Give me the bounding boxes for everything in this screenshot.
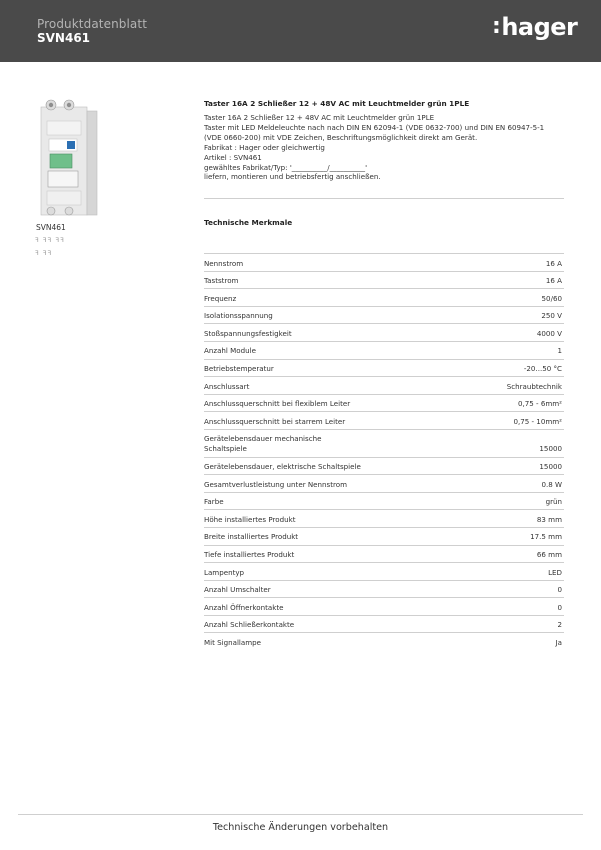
spec-value: 15000 xyxy=(539,462,562,472)
description-line: Taster 16A 2 Schließer 12 + 48V AC mit Leuchtmelder grün 1PLE xyxy=(204,113,435,122)
spec-value: 50/60 xyxy=(541,293,562,303)
spec-value: 66 mm xyxy=(536,550,562,559)
specs-section-title: Technische Merkmale xyxy=(204,218,293,227)
spec-value: Ja xyxy=(555,637,562,647)
footer-note: Technische Änderungen vorbehalten xyxy=(212,822,389,833)
brand-logo-text: hager xyxy=(501,13,578,41)
spec-value: 0.8 W xyxy=(541,479,562,489)
spec-label: Anzahl Module xyxy=(204,346,256,356)
spec-label: Gesamtverlustleistung unter Nennstrom xyxy=(204,479,348,489)
spec-label: Frequenz xyxy=(204,293,237,303)
spec-value: 16 A xyxy=(545,258,562,268)
spec-row xyxy=(204,359,564,377)
brand-logo: :hager xyxy=(492,13,578,41)
spec-row xyxy=(204,288,564,306)
spec-label: Stoßspannungsfestigkeit xyxy=(204,328,292,338)
spec-row xyxy=(204,474,564,492)
spec-row xyxy=(204,306,564,324)
spec-row xyxy=(204,253,564,271)
header-bar xyxy=(0,0,601,62)
spec-row xyxy=(204,597,564,615)
spec-row xyxy=(204,562,564,580)
certification-marks-row-2: ꟻ ꟻꟻ xyxy=(35,249,53,257)
spec-label: Anzahl Öffnerkontakte xyxy=(204,602,284,612)
spec-row xyxy=(204,615,564,633)
spec-label: Taststrom xyxy=(204,276,239,286)
spec-label: Anzahl Umschalter xyxy=(204,585,271,595)
spec-label: Anschlussquerschnitt bei starrem Leiter xyxy=(204,416,346,426)
spec-label: Breite installiertes Produkt xyxy=(204,532,299,542)
spec-label: Isolationsspannung xyxy=(204,311,273,321)
spec-label: Farbe xyxy=(204,497,224,507)
spec-value: 1 xyxy=(557,346,562,356)
description-line: (VDE 0660-200) mit VDE Zeichen, Beschriftungsmöglichkeit direkt am Gerät. xyxy=(204,132,478,142)
footer-divider xyxy=(18,814,583,815)
spec-value: 0,75 - 10mm² xyxy=(513,416,562,426)
spec-value: 0,75 - 6mm² xyxy=(517,399,562,409)
spec-row xyxy=(204,580,564,598)
spec-value: 16 A xyxy=(545,276,562,286)
spec-row xyxy=(204,376,564,394)
description-line: Fabrikat : Hager oder gleichwertig xyxy=(204,142,325,152)
spec-value: 4000 V xyxy=(536,328,562,338)
spec-row xyxy=(204,411,564,429)
spec-label: Tiefe installiertes Produkt xyxy=(204,550,295,559)
description-line: Artikel : SVN461 xyxy=(204,152,262,162)
spec-row xyxy=(204,509,564,527)
spec-row xyxy=(204,492,564,510)
spec-value: 0 xyxy=(557,602,562,612)
spec-label: Anzahl Schließerkontakte xyxy=(204,620,295,630)
spec-label: Gerätelebensdauer mechanische Schaltspiele xyxy=(204,434,322,453)
spec-label: Anschlussquerschnitt bei flexiblem Leiter xyxy=(204,399,351,409)
spec-row xyxy=(204,341,564,359)
spec-label: Anschlussart xyxy=(204,381,250,391)
section-divider xyxy=(204,198,564,199)
spec-value: grün xyxy=(545,497,562,507)
spec-label: Nennstrom xyxy=(204,258,244,268)
description-line: liefern, montieren und betriebsfertig anschließen. xyxy=(204,172,381,182)
spec-label: Betriebstemperatur xyxy=(204,364,274,374)
spec-row xyxy=(204,394,564,412)
spec-row xyxy=(204,632,564,650)
product-description xyxy=(204,113,564,182)
spec-row xyxy=(204,457,564,475)
spec-row xyxy=(204,271,564,289)
description-line: gewähltes Fabrikat/Typ: '__________/__________' xyxy=(204,162,368,172)
spec-row xyxy=(204,323,564,341)
spec-value: 17.5 mm xyxy=(530,532,562,542)
document-type: Produktdatenblatt xyxy=(37,17,147,31)
specs-table xyxy=(204,253,564,650)
description-line: Taster mit LED Meldeleuchte nach nach DIN EN 62094-1 (VDE 0632-700) und DIN EN 60947-5-1 xyxy=(204,122,545,132)
spec-row xyxy=(204,429,564,457)
spec-label: Lampentyp xyxy=(204,567,245,577)
spec-value: 2 xyxy=(557,620,562,630)
spec-value: Schraubtechnik xyxy=(506,381,562,391)
document-code: SVN461 xyxy=(37,31,91,45)
certification-marks-row-1: ꟻ ꟻꟻ ꟻꟻ xyxy=(35,236,65,244)
spec-label: Gerätelebensdauer, elektrische Schaltspiele xyxy=(204,462,361,472)
spec-row xyxy=(204,527,564,545)
spec-label: Höhe installiertes Produkt xyxy=(204,514,296,524)
spec-value: 83 mm xyxy=(536,514,562,524)
image-caption: SVN461 xyxy=(36,223,66,232)
spec-value: 250 V xyxy=(541,311,562,321)
spec-value: 0 xyxy=(557,585,562,595)
spec-label: Mit Signallampe xyxy=(204,637,262,647)
spec-value: -20...50 °C xyxy=(523,364,562,374)
spec-row xyxy=(204,545,564,563)
product-image xyxy=(37,97,101,219)
spec-value: LED xyxy=(548,567,562,577)
spec-value: 15000 xyxy=(539,443,562,453)
product-title: Taster 16A 2 Schließer 12 + 48V AC mit Leuchtmelder grün 1PLE xyxy=(204,99,470,108)
